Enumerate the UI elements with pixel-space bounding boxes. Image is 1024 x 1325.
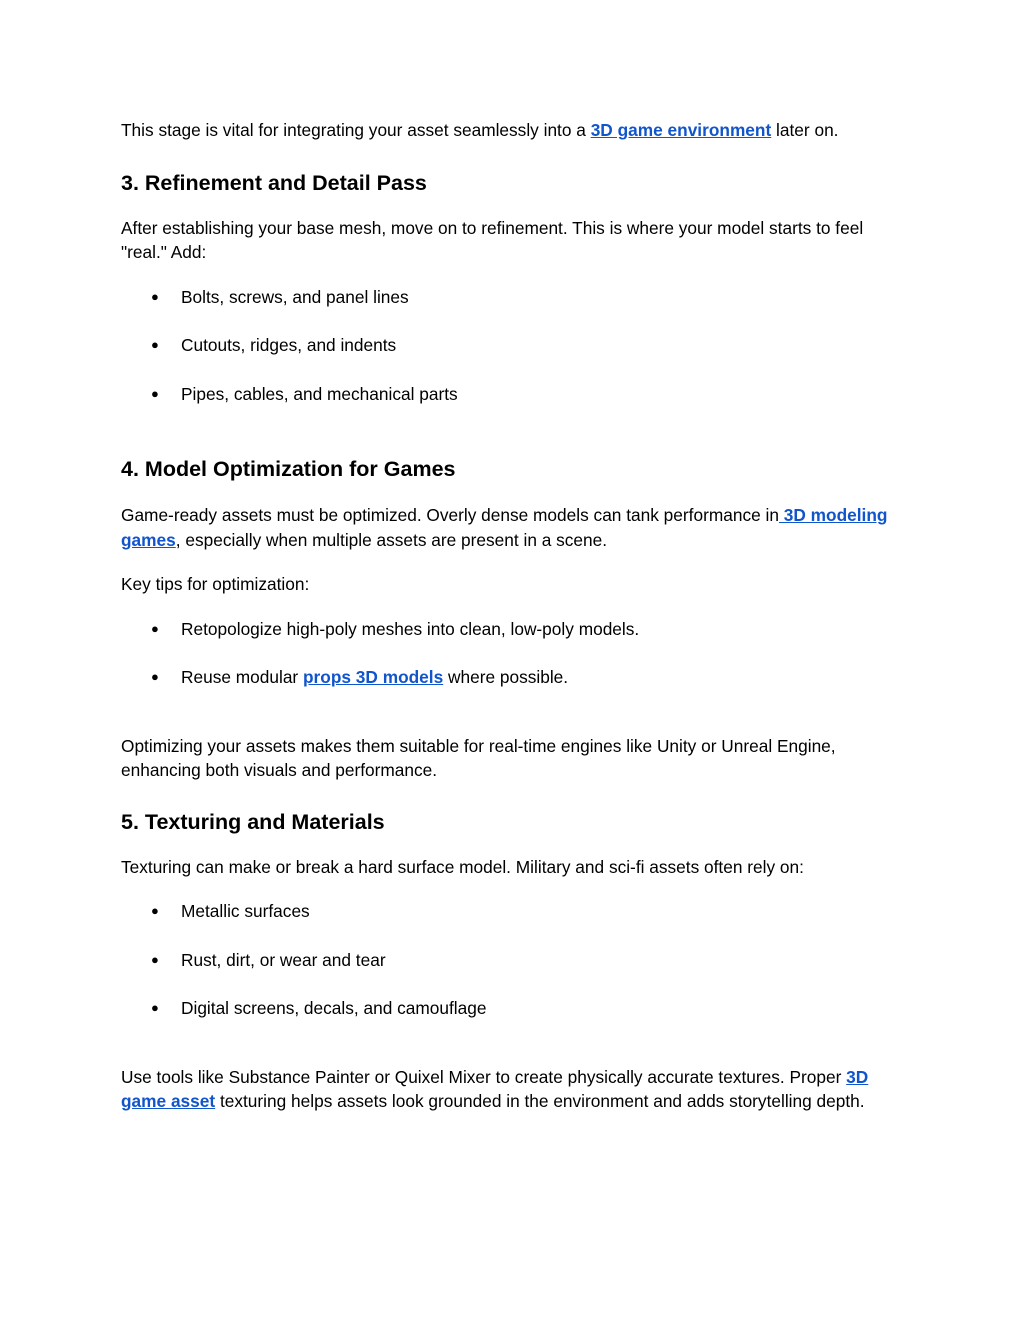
section-5-paragraph-2 [121,1065,901,1114]
section-4-heading: 4. Model Optimization for Games [121,457,456,481]
list-item-text: Pipes, cables, and mechanical parts [181,383,458,404]
bullet-icon: ● [151,669,159,684]
list-item-text: Digital screens, decals, and camouflage [181,998,487,1018]
bullet-icon: ● [151,288,159,304]
list-item [121,285,901,310]
section-4-paragraph-3: Optimizing your assets makes them suitable for real-time engines like Unity or Unreal Engine, enhancing both visuals and performance. [121,735,836,780]
list-item-text: Metallic surfaces [181,901,310,921]
intro-text-before: This stage is vital for integrating your asset seamlessly into a [121,120,591,140]
intro-paragraph [121,118,901,143]
bullet-icon: ● [151,385,159,401]
section-4-paragraph-1 [121,503,901,552]
list-item [121,948,901,973]
bullet-icon: ● [151,1000,159,1015]
section-3-heading: 3. Refinement and Detail Pass [121,170,427,195]
section-5-bullet-list [121,899,901,1021]
section-3-paragraph: After establishing your base mesh, move on to refinement. This is where your model starts to feel "real." Add: [121,217,864,262]
section-5-text-before: Use tools like Substance Painter or Quixel Mixer to create physically accurate textures. Proper [121,1066,847,1087]
section-4-paragraph-2: Key tips for optimization: [121,574,310,594]
list-item-text: Bolts, screws, and panel lines [181,286,409,307]
link-props-3d-models[interactable]: props 3D models [303,667,444,687]
list-item [121,382,901,407]
bullet-icon: ● [151,620,159,636]
section-4-text-before: Game-ready assets must be optimized. Overly dense models can tank performance in [121,505,779,525]
intro-text-after: later on. [771,120,839,140]
link-3d-modeling-games[interactable]: 3D modeling games [121,505,888,550]
bullet-icon: ● [151,951,159,967]
list-item-text: Retopologize high-poly meshes into clean, low-poly models. [181,618,640,639]
section-5-heading: 5. Texturing and Materials [121,809,385,834]
link-3d-game-asset[interactable]: 3D game asset [121,1066,869,1111]
section-4-text-after: , especially when multiple assets are present in a scene. [175,529,608,550]
link-3d-game-environment[interactable]: 3D game environment [590,120,772,140]
section-4-bullet-list [121,617,901,690]
section-5-text-after: texturing helps assets look grounded in the environment and adds storytelling depth. [215,1091,865,1111]
list-item [121,665,901,690]
list-item-text-after: where possible. [443,667,569,687]
bullet-icon: ● [151,903,159,918]
document-page [121,118,901,1114]
section-5-paragraph-1: Texturing can make or break a hard surface model. Military and sci-fi assets often rely on: [121,856,804,877]
list-item-text: Cutouts, ridges, and indents [181,335,397,355]
list-item-text: Rust, dirt, or wear and tear [181,949,386,970]
list-item-text-before: Reuse modular [181,667,303,687]
bullet-icon: ● [151,337,159,352]
list-item [121,996,901,1021]
list-item [121,333,901,358]
list-item [121,617,901,642]
list-item [121,899,901,924]
section-3-bullet-list [121,285,901,407]
